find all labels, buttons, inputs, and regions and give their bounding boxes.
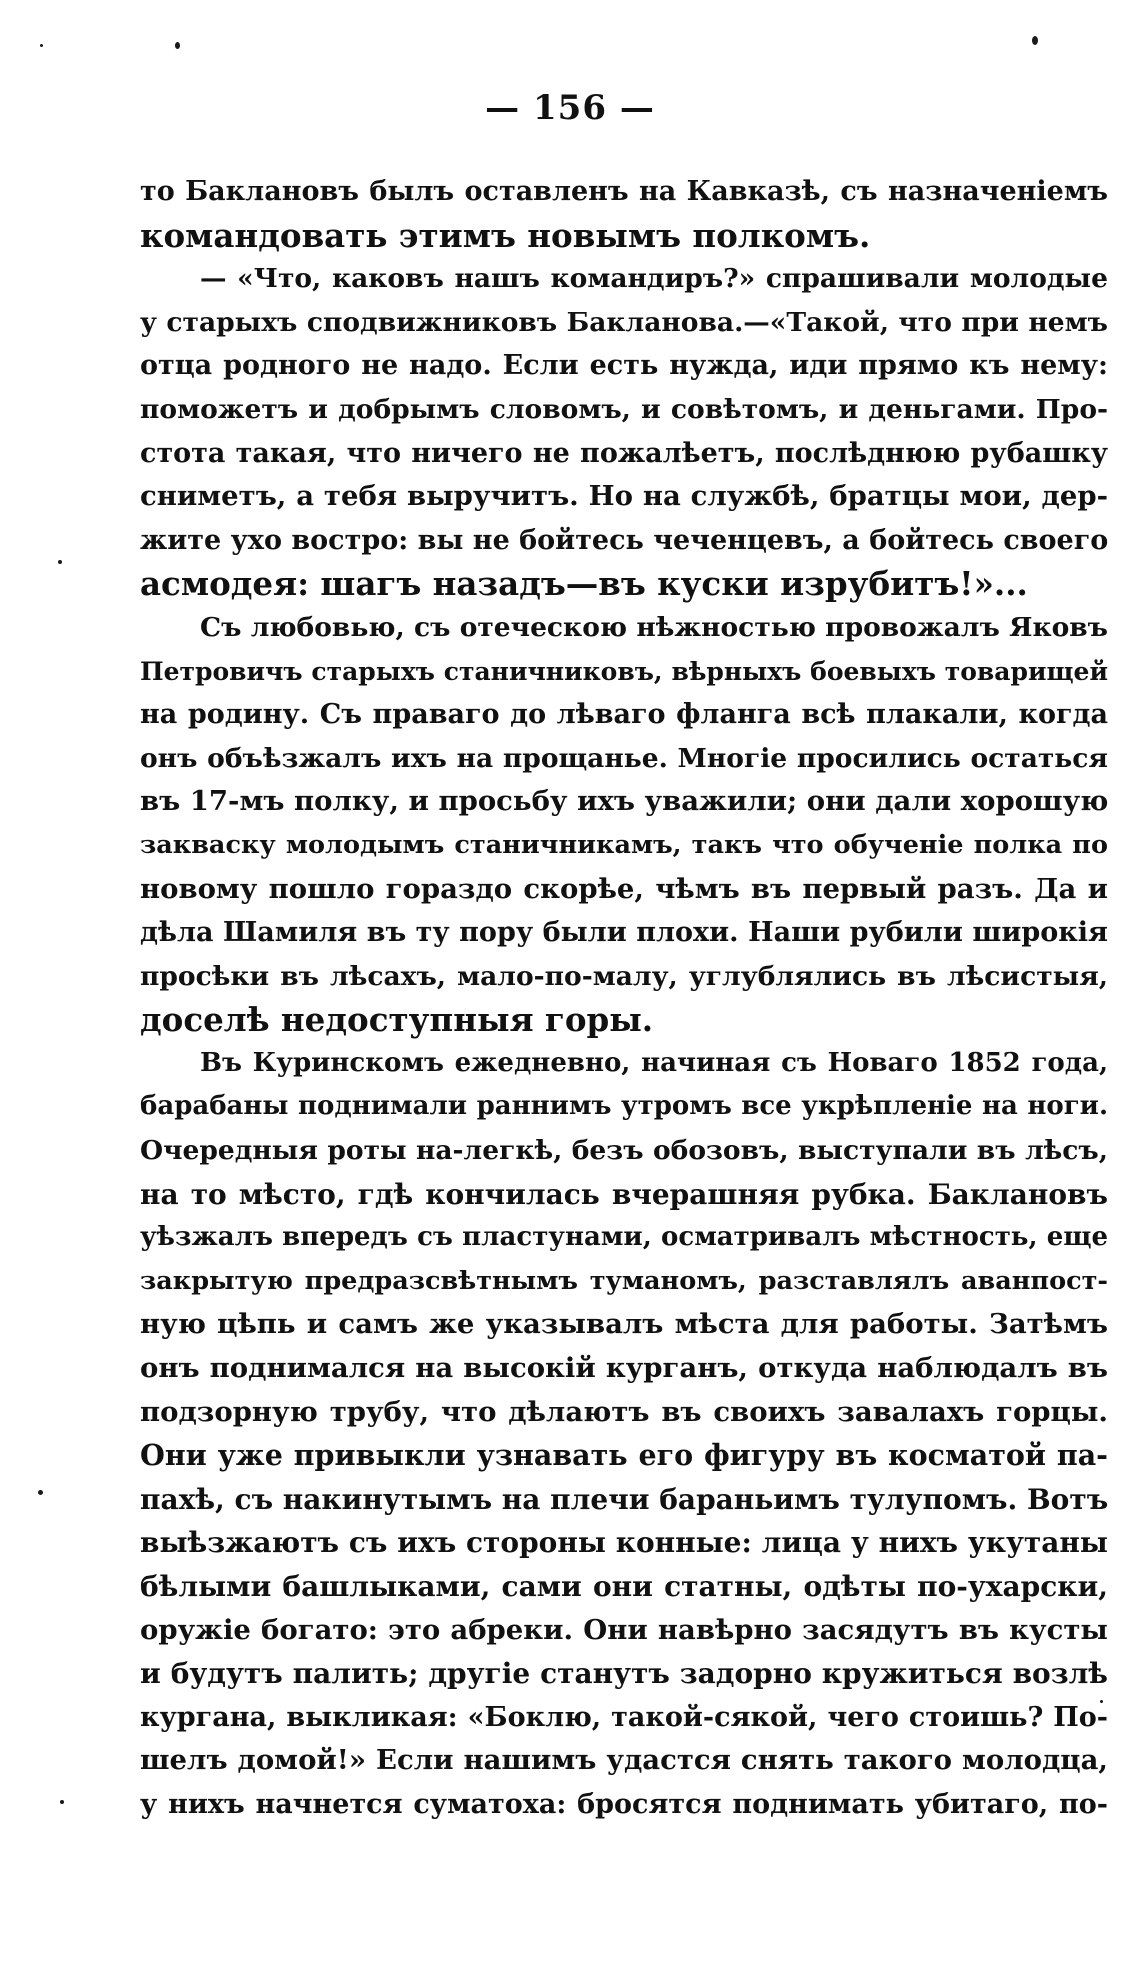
text-line: оружіе богато: это абреки. Они навѣрно засядутъ въ кусты	[140, 1613, 1108, 1646]
text-line: просѣки въ лѣсахъ, мало-по-малу, углублялись въ лѣсистыя,	[140, 960, 1108, 992]
text-line: бѣлыми башлыками, сами они статны, одѣты по-ухарски,	[140, 1570, 1108, 1603]
text-line: и будутъ палить; другіе станутъ задорно кружиться возлѣ	[140, 1657, 1108, 1691]
scan-speck	[1032, 36, 1038, 45]
text-line: дѣла Шамиля въ ту пору были плохи. Наши рубили широкія	[140, 917, 1108, 949]
text-line: поможетъ и добрымъ словомъ, и совѣтомъ, и деньгами. Про-	[140, 393, 1108, 425]
text-line: новому пошло гораздо скорѣе, чѣмъ въ первый разъ. Да и	[140, 872, 1108, 905]
text-line: отца родного не надо. Если есть нужда, иди прямо къ нему:	[140, 350, 1108, 382]
scan-speck	[175, 42, 180, 49]
text-line: кургана, выкликая: «Боклю, такой-сякой, чего стоишь? По-	[140, 1701, 1108, 1733]
text-line: Петровичъ старыхъ станичниковъ, вѣрныхъ боевыхъ товарищей	[140, 656, 1108, 686]
paragraph	[140, 1042, 1108, 1827]
text-line: Очередныя роты на-легкѣ, безъ обозовъ, выступали въ лѣсъ,	[140, 1135, 1108, 1167]
text-line: барабаны поднимали раннимъ утромъ все укрѣпленіе на ноги.	[140, 1091, 1108, 1122]
text-line: пахѣ, съ накинутымъ на плечи бараньимъ тулупомъ. Вотъ	[140, 1482, 1109, 1516]
text-line: закрытую предразсвѣтнымъ туманомъ, разставлялъ аванпост-	[140, 1265, 1108, 1296]
text-line: на родину. Съ праваго до лѣваго фланга всѣ плакали, когда	[140, 699, 1108, 731]
text-line: у нихъ начнется суматоха: бросятся поднимать убитаго, по-	[140, 1788, 1108, 1820]
text-line: стота такая, что ничего не пожалѣетъ, послѣднюю рубашку	[140, 437, 1108, 469]
text-line: командовать этимъ новымъ полкомъ.	[140, 215, 871, 255]
paragraph	[140, 170, 1108, 257]
text-line: подзорную трубу, что дѣлаютъ въ своихъ завалахъ горцы.	[140, 1395, 1108, 1428]
text-line: сниметъ, а тебя выручитъ. Но на службѣ, братцы мои, дер-	[140, 480, 1108, 513]
text-line: онъ поднимался на высокій курганъ, откуда наблюдалъ въ	[140, 1352, 1108, 1385]
text-line: онъ объѣзжалъ ихъ на прощанье. Многіе просились остаться	[140, 742, 1108, 774]
text-line: ную цѣпь и самъ же указывалъ мѣста для работы. Затѣмъ	[140, 1308, 1108, 1341]
text-line: въ 17-мъ полку, и просьбу ихъ уважили; они дали хорошую	[140, 785, 1109, 818]
text-line: шелъ домой!» Если нашимъ удастся снять такого молодца,	[140, 1744, 1108, 1777]
text-line: жите ухо востро: вы не бойтесь чеченцевъ, а бойтесь своего	[140, 524, 1109, 556]
text-line: выѣзжаютъ съ ихъ стороны конные: лица у нихъ укутаны	[140, 1526, 1108, 1560]
scan-speck	[58, 560, 62, 564]
text-line: то Баклановъ былъ оставленъ на Кавказѣ, съ назначеніемъ	[140, 176, 1108, 207]
text-line: у старыхъ сподвижниковъ Бакланова.—«Такой, что при немъ	[140, 306, 1108, 338]
text-line: Они уже привыкли узнавать его фигуру въ косматой па-	[140, 1438, 1108, 1473]
text-line: Въ Куринскомъ ежедневно, начиная съ Новаго 1852 года,	[200, 1047, 1108, 1078]
text-line: на то мѣсто, гдѣ кончилась вчерашняя рубка. Баклановъ	[140, 1177, 1108, 1211]
scan-speck	[38, 1490, 43, 1495]
scan-speck	[60, 1800, 64, 1804]
text-line: Съ любовью, съ отеческою нѣжностью провожалъ Яковъ	[200, 611, 1108, 643]
text-line: — «Что, каковъ нашъ командиръ?» спрашивали молодые	[200, 263, 1108, 295]
scan-speck	[40, 44, 43, 47]
paragraph	[140, 257, 1108, 606]
paragraph	[140, 606, 1108, 1042]
text-line: закваску молодымъ станичникамъ, такъ что обученіе полка по	[140, 829, 1108, 860]
page-number: — 156 —	[485, 88, 655, 128]
text-line: уѣзжалъ впередъ съ пластунами, осматривалъ мѣстность, еще	[140, 1222, 1108, 1253]
text-line: доселѣ недоступныя горы.	[140, 1000, 654, 1040]
text-line: асмодея: шагъ назадъ—въ куски изрубитъ!»...	[140, 564, 1028, 604]
body-text	[140, 170, 1108, 1827]
